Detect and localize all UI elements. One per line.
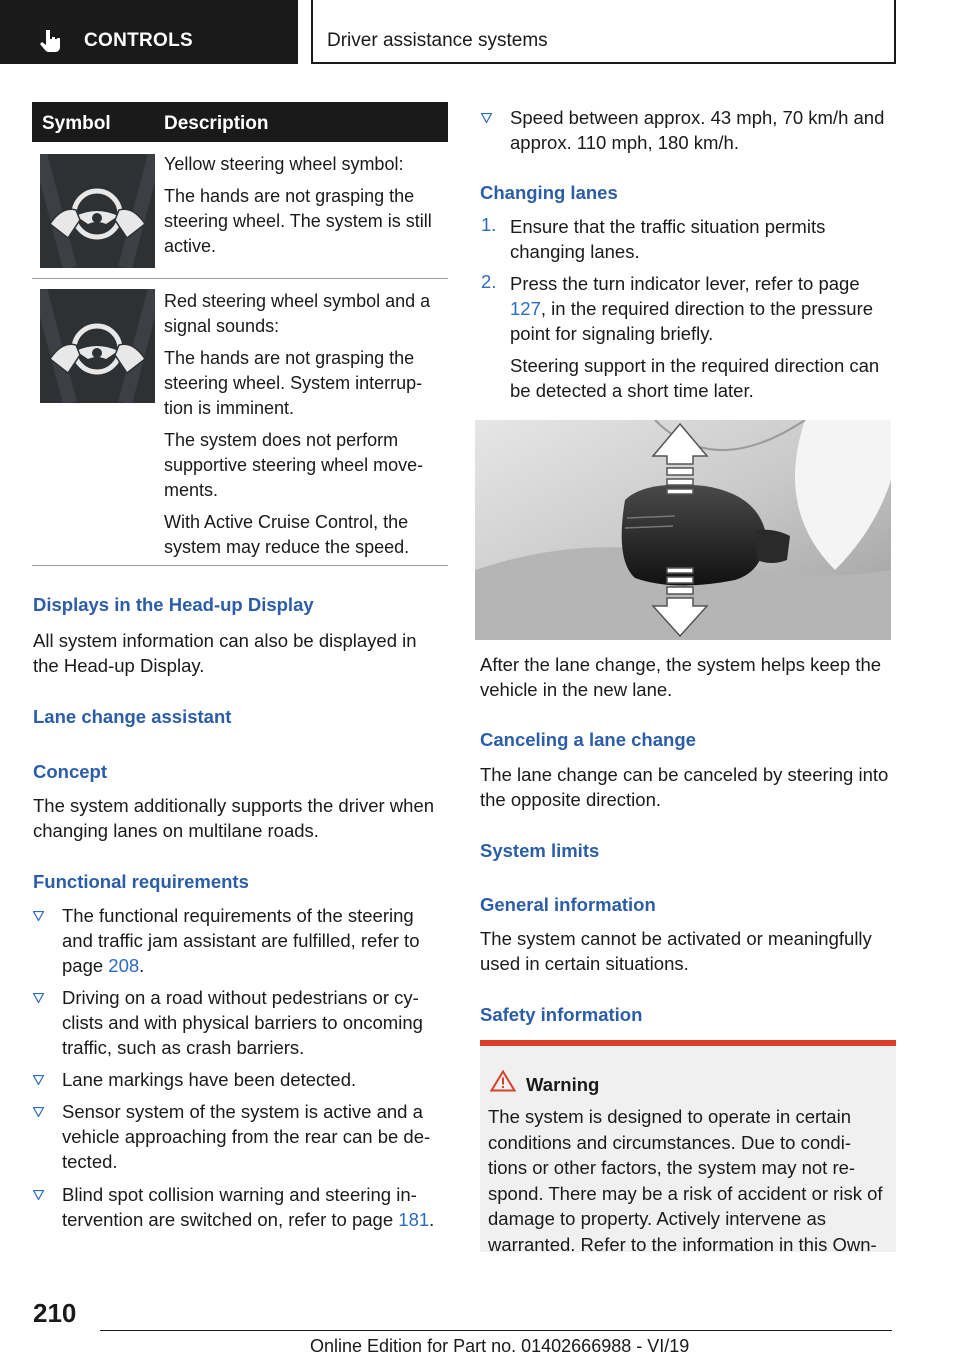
footer-divider — [100, 1330, 892, 1331]
yellow-steering-wheel-hands-icon — [40, 154, 155, 268]
row-description — [164, 289, 446, 567]
warning-title: Warning — [526, 1074, 600, 1095]
footer-edition: Online Edition for Part no. 01402666988 - VI/19 — [310, 1336, 690, 1356]
list-item-text-part: The functional requirements of the steering and traffic jam assistant are fulfilled, refer to page — [62, 905, 420, 976]
paragraph-general: The system cannot be activated or meaningfully used in certain situations. — [480, 928, 872, 974]
heading-safety-information: Safety information — [480, 1004, 643, 1025]
paragraph-concept: The system additionally supports the driver when changing lanes on multilane roads. — [33, 795, 435, 841]
step-note: Steering support in the required direction can be detected a short time later. — [510, 355, 880, 401]
triangle-bullet-icon — [33, 1190, 44, 1200]
warning-triangle-icon — [490, 1070, 516, 1092]
description-line: Red steering wheel symbol and a signal sounds: — [164, 291, 431, 336]
step-number: 2. — [481, 271, 497, 292]
hand-pointer-icon — [38, 28, 62, 52]
list-item-text — [62, 1182, 448, 1232]
red-steering-wheel-hands-icon — [40, 289, 155, 403]
table-row — [32, 142, 448, 279]
table-row — [32, 279, 448, 566]
page-link-127[interactable]: 127 — [510, 298, 541, 319]
heading-concept: Concept — [33, 761, 107, 782]
column-header-symbol: Symbol — [42, 113, 111, 134]
triangle-bullet-icon — [33, 1075, 44, 1085]
step-text-part: , in the required direction to the pressure point for signaling briefly. — [510, 298, 874, 344]
list-item-text-part: Blind spot collision warning and steering in‐tervention are switched on, refer to page — [62, 1184, 417, 1230]
list-item-text-part: . — [139, 955, 145, 976]
heading-functional-requirements: Functional requirements — [33, 871, 249, 892]
list-item-text: Lane markings have been detected. — [62, 1069, 357, 1090]
description-line: The hands are not grasping the steering wheel. The system is still active. — [164, 186, 432, 256]
turn-indicator-lever-photo — [475, 420, 891, 640]
page-topic-box — [311, 0, 896, 64]
paragraph-after-lane-change: After the lane change, the system helps keep the vehicle in the new lane. — [480, 654, 882, 700]
column-header-description: Description — [164, 113, 269, 134]
triangle-bullet-icon — [33, 993, 44, 1003]
step-text-part: Press the turn indicator lever, refer to page — [510, 273, 860, 294]
section-tab-controls — [0, 0, 298, 64]
page-link-181[interactable]: 181 — [398, 1209, 430, 1230]
description-line: With Active Cruise Control, the system may reduce the speed. — [164, 512, 410, 557]
step-number: 1. — [481, 214, 497, 235]
list-item-text: Speed between approx. 43 mph, 70 km/h and approx. 110 mph, 180 km/h. — [510, 107, 885, 153]
list-item-text-part: . — [429, 1209, 435, 1230]
table-header — [32, 102, 448, 142]
heading-changing-lanes: Changing lanes — [480, 182, 618, 203]
list-item-text — [62, 903, 448, 978]
warning-box — [480, 1040, 896, 1255]
heading-lane-change-assistant: Lane change assistant — [33, 706, 232, 727]
heading-system-limits: System limits — [480, 840, 600, 861]
paragraph-canceling: The lane change can be canceled by steering into the opposite direction. — [480, 764, 889, 810]
row-description — [164, 152, 446, 266]
symbol-table — [32, 102, 448, 566]
paragraph-hud: All system information can also be displayed in the Head-up Display. — [33, 630, 417, 676]
section-label: CONTROLS — [84, 30, 194, 51]
list-item-text: Sensor system of the system is active and a vehicle approaching from the rear can be de‐tected. — [62, 1101, 431, 1172]
step-text — [510, 271, 896, 346]
description-line: Yellow steering wheel symbol: — [164, 154, 404, 174]
step-text: Ensure that the traffic situation permits changing lanes. — [510, 216, 826, 262]
heading-general-information: General information — [480, 894, 656, 915]
heading-hud: Displays in the Head-up Display — [33, 594, 314, 615]
heading-canceling-lane-change: Canceling a lane change — [480, 729, 696, 750]
page-number: 210 — [33, 1298, 77, 1328]
page-link-208[interactable]: 208 — [108, 955, 140, 976]
triangle-bullet-icon — [33, 911, 44, 921]
description-line: The system does not perform supportive steering wheel move‐ments. — [164, 430, 424, 500]
triangle-bullet-icon — [481, 113, 492, 123]
description-line: The hands are not grasping the steering wheel. System interrup‐tion is imminent. — [164, 348, 423, 418]
triangle-bullet-icon — [33, 1107, 44, 1117]
list-item-text: Driving on a road without pedestrians or cy‐clists and with physical barriers to oncoming traffic, such as crash barriers. — [62, 987, 423, 1058]
page-topic: Driver assistance systems — [327, 30, 548, 51]
warning-body: The system is designed to operate in certain conditions and circumstances. Due to condi‐tions or other factors, the system may not re‐spond. There may be a risk of accident or risk of damage to property. Actively intervene as warranted. Refer to the information in this Own‐ — [488, 1106, 883, 1255]
